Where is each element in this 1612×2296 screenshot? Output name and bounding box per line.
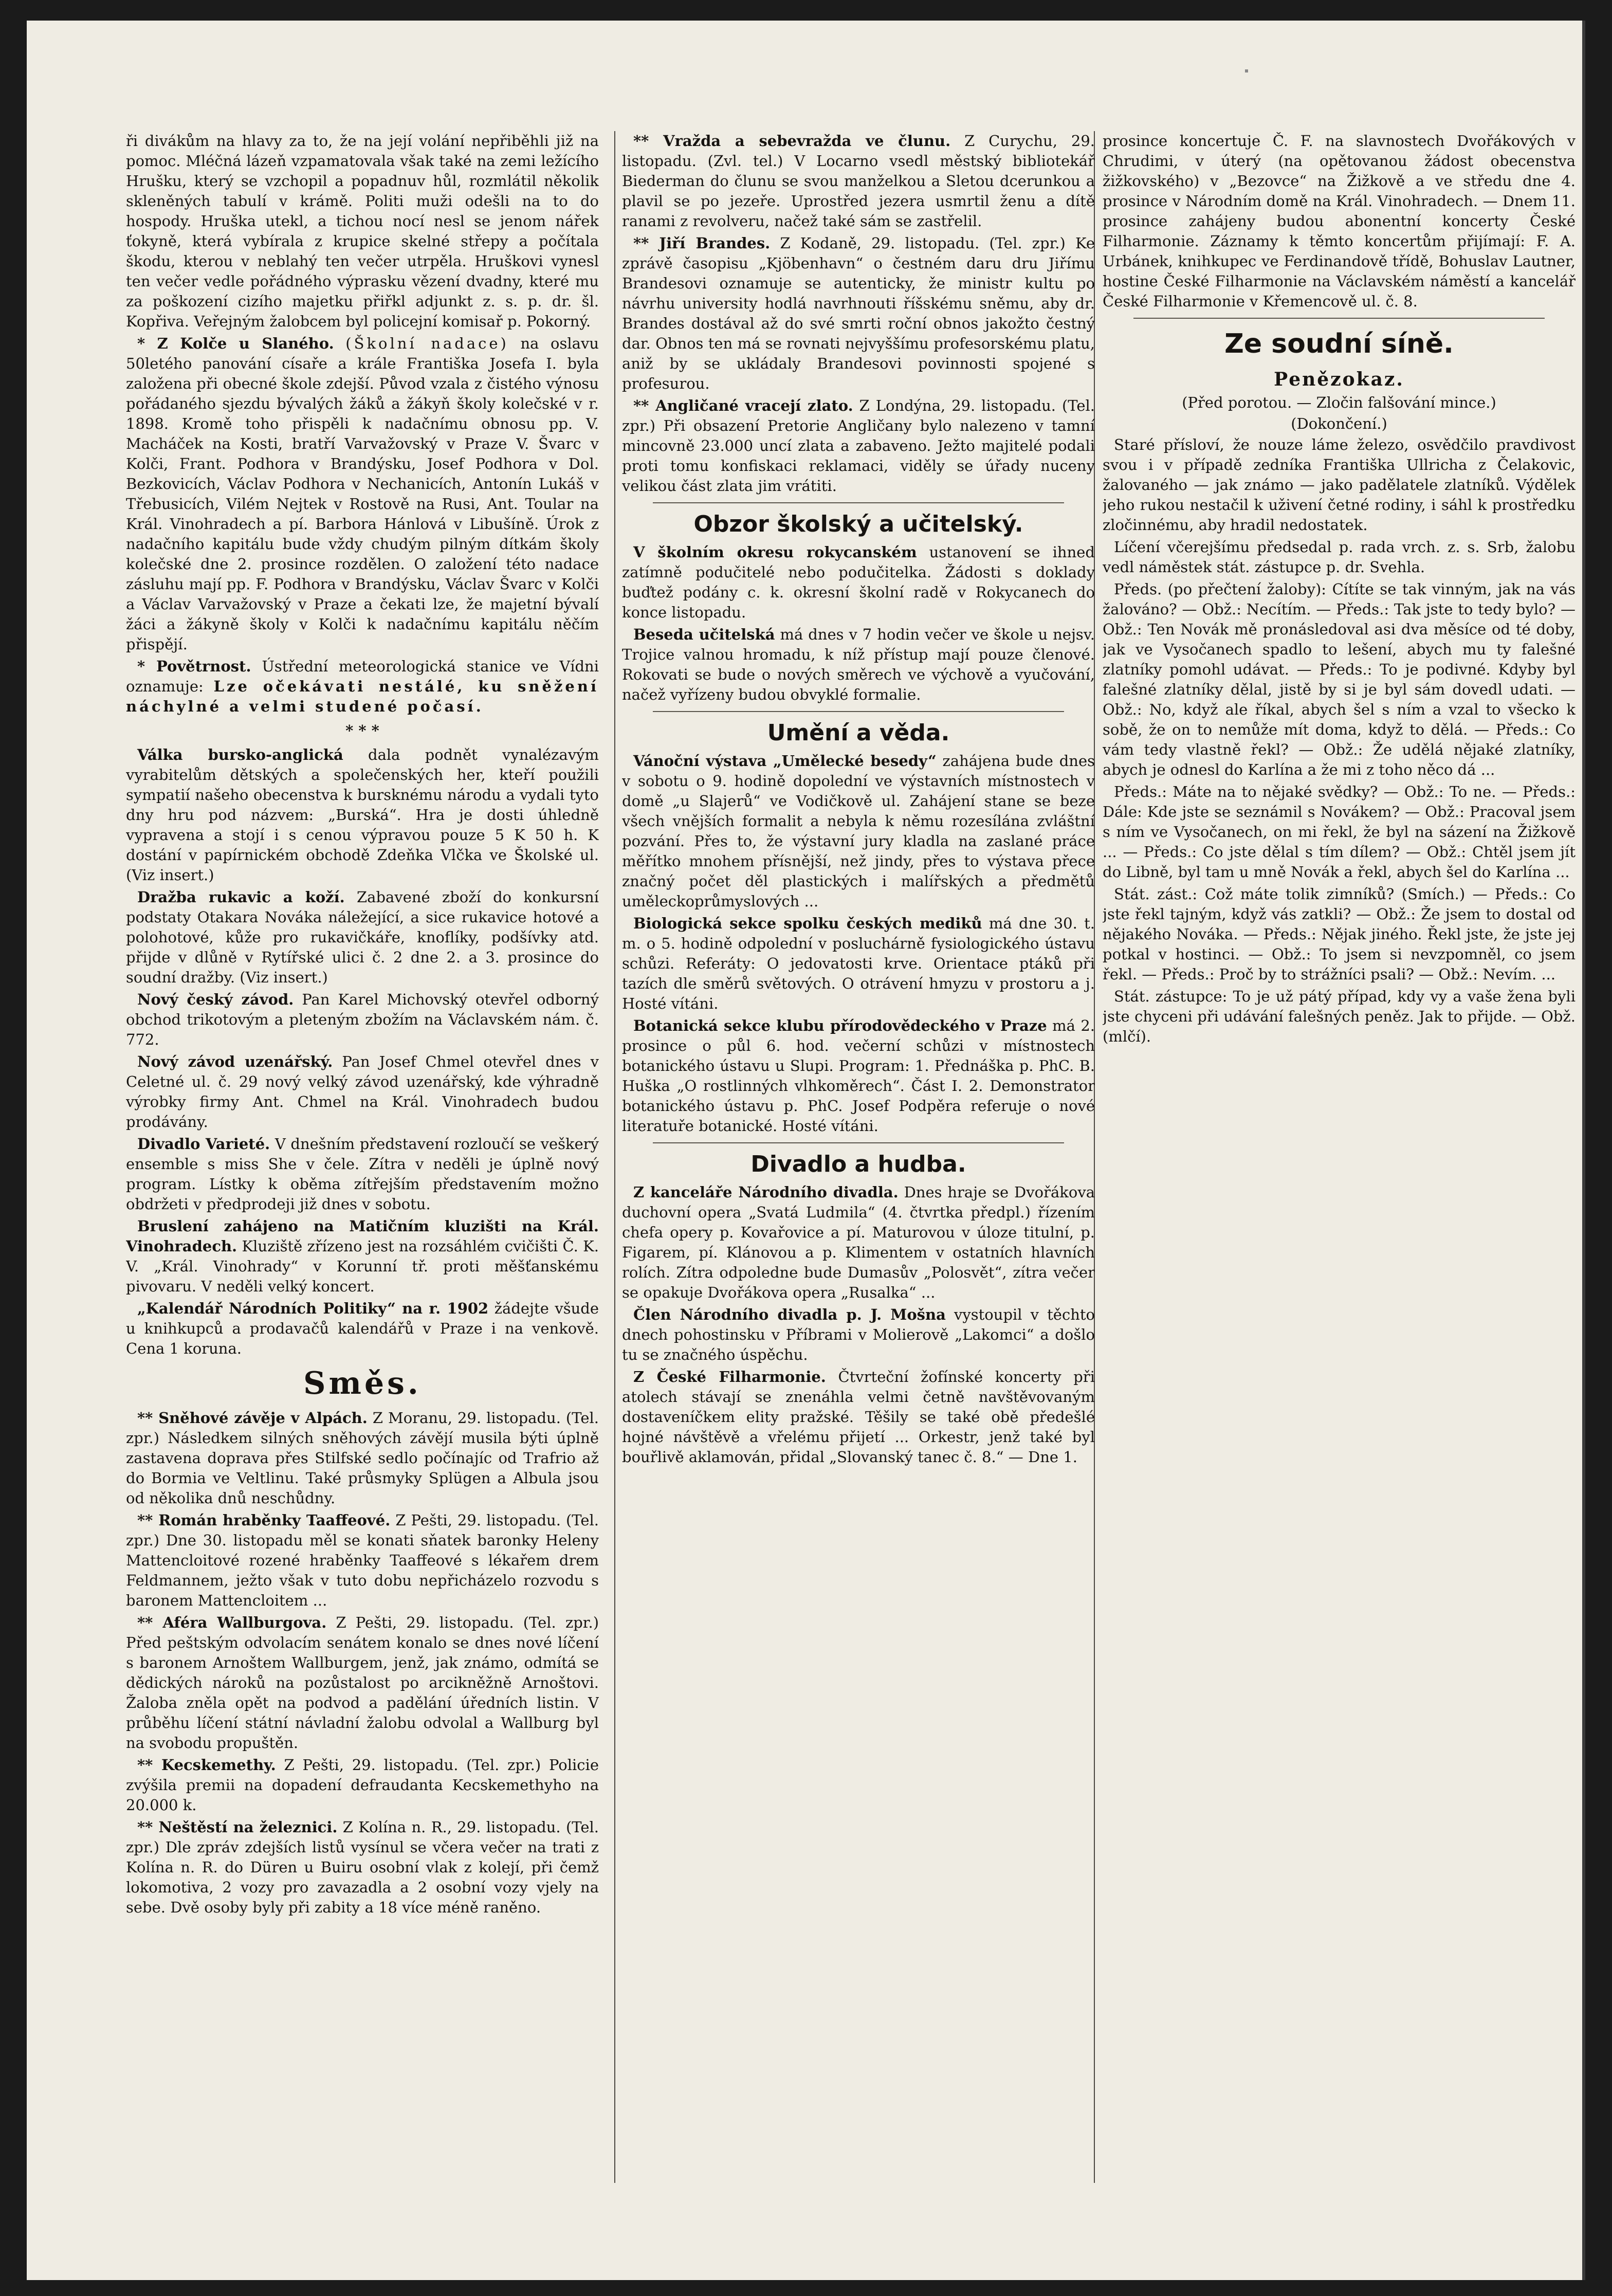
- article-body: Z Curychu, 29. listopadu. (Zvl. tel.) V Locarno vsedl městský bibliotekář Biederman do člunu se svou manželkou a Sletou dcerunkou a plavil se po jezeře. Uprostřed jezera usmrtil ženu a dítě ranami z revolveru, načež také sám se zastřelil.: [622, 132, 1095, 230]
- article-rokycany: [622, 542, 1095, 623]
- section-title-smes: Směs.: [303, 1365, 422, 1401]
- article-body: Dnes hraje se Dvořákova duchovní opera „Svatá Ludmila“ (4. čtvrtka předpl.) řízením chefa opery p. Kovařovice a pí. Maturovou v úloze titulní, p. Figarem, pí. Klánovou a p. Klimentem v ostatních hlavních rolích. Zítra odpoledne bude Dumasův „Polosvět“, zítra večer se opakuje Dvořákova opera „Rusalka“ ...: [622, 1183, 1095, 1301]
- article-body: Z Kodaně, 29. listopadu. (Tel. zpr.) Ke zprávě časopisu „Kjöbenhavn“ o čestném daru dru Jiřímu Brandesovi oznamuje se autenticky, že ministr kultu po návrhu university hodlá navrhnouti říšskému sněmu, aby dr. Brandes dostával až do své smrti roční obnos jakožto čestný dar. Obnos ten má se rovnati nejvyššímu profesorskému platu, aniž by se ukládaly Brandesovi povinnosti spojené s profesurou.: [622, 234, 1095, 392]
- spaced-text: (Školní nadace): [345, 335, 509, 352]
- trial-paragraph: Stát. zást.: Což máte tolik zimníků? (Smích.) — Předs.: Co jste řekl tajným, když vás zatkli? — Obž.: Že jsem to dostal od nějakého Nováka. — Předs.: Nějak jiného. Řekl jste, že jste jej potkal v hostinci. — Obž.: To jsem si nevzpomněl, co jsem řekl. — Předs.: Proč by to strážníci psali? — Obž.: Nevím. ...: [1103, 885, 1576, 983]
- article-heading: ** Román hraběnky Taaffeové.: [137, 1511, 391, 1529]
- column-1: [126, 131, 599, 2198]
- article-body: má 2. prosince o půl 6. hod. večerní schůzi v místnostech botanického ústavu u Slupi. Program: 1. Přednáška p. PhC. B. Huška „O rostlinných vlhkoměrech“. Část I. 2. Demonstrator botanického ústavu p. PhC. Josef Podpěra referuje o nové literatuře botanické. Hosté vítáni.: [622, 1017, 1095, 1135]
- article-body: má dnes v 7 hodin večer ve škole u nejsv. Trojice valnou hromadu, k níž přístup mají pouze členové. Rokovati se bude o nových směrech ve výchově a vyučování, načež vyřízeny budou obvyklé formalie.: [622, 626, 1095, 703]
- column-3: [1103, 131, 1576, 2198]
- article-heading: ** Aféra Wallburgova.: [137, 1614, 327, 1631]
- article-gold: [622, 396, 1095, 496]
- section-divider: [1133, 318, 1545, 319]
- column-2: [622, 131, 1095, 2198]
- article-body: na oslavu 50letého panování císaře a krále Františka Josefa I. byla založena při obecné škole zdejší. Původ vzala z čistého výnosu pořádaného sjezdu bývalých žáků a žákyň školy kolečské v r. 1898. Kromě toho přispěli k nadačnímu obnosu pp. V. Macháček na Kosti, bratří Varvažovský v Praze V. Švarc v Kolči, Frant. Podhora v Brandýsku, Josef Podhora v Dol. Bezkovicích, Václav Podhora v Nechanicích, Antonín Lukáš v Třebusicích, Vilém Nejtek v Rostově na Rusi, Ant. Toular na Král. Vinohradech a pí. Barbora Hánlová v Libušíně. Úrok z nadačního kapitálu bude vždy chudým pilným dítkám školy kolečské dne 2. prosince rozdělen. O založení této nadace zásluhu mají pp. F. Podhora v Brandýsku, Václav Švarc v Kolči a Václav Varvažovský v Praze a čekati lze, že majetní bývalí žáci a žákyně školy v Kolči k nadačnímu kapitálu něčím přispějí.: [126, 335, 599, 653]
- section-title-obzor: Obzor školský a učitelský.: [693, 511, 1023, 537]
- section-divider: [653, 1142, 1064, 1143]
- article-heading: * Povětrnost.: [137, 658, 251, 675]
- trial-paragraph: Líčení včerejšímu předsedal p. rada vrch. z. s. Srb, žalobu vedl náměstek stát. zástupce p. dr. Svehla.: [1103, 538, 1576, 576]
- article-kolec: [126, 334, 599, 654]
- article-concerts: prosince koncertuje Č. F. na slavnostech Dvořákových v Chrudimi, v úterý (na opětovanou žádost obecenstva žižkovského) v „Bezovce“ na Žižkově a ve středu dne 4. prosince v Národním domě na Král. Vinohradech. — Dnem 11. prosince zahájeny budou abonentní koncerty České Filharmonie. Záznamy k těmto koncertům přijímají: F. A. Urbánek, knihkupec ve Ferdinandově třídě, Bohuslav Lautner, hostine České Filharmonie na Václavském náměstí a kancelář České Filharmonie v Křemencově ul. č. 8.: [1103, 132, 1576, 310]
- spaced-text: Lze očekávati nestálé, ku sněžení náchylné a velmi studené počasí.: [126, 678, 599, 715]
- article-body: žádejte všude u knihkupců a prodavačů kalendářů v Praze i na venkově. Cena 1 koruna.: [126, 1300, 599, 1357]
- trial-paragraph: Stát. zástupce: To je už pátý případ, kdy vy a vaše žena byli jste chyceni při udávání falešných peněz. Jak to přijde. — Obž. (mlčí).: [1103, 988, 1576, 1045]
- article-botany: [622, 1016, 1095, 1136]
- article-philharmonic: [622, 1367, 1095, 1467]
- article-heading: Divadlo Varieté.: [137, 1135, 270, 1153]
- article-exhibition: [622, 751, 1095, 912]
- article-heading: Z kanceláře Národního divadla.: [633, 1183, 899, 1201]
- article-national-theatre: [622, 1182, 1095, 1303]
- article-hruska: ři divákům na hlavy za to, že na její volání nepřiběhli již na pomoc. Mléčná lázeň vzpamatovala však také na zemi ležícího Hrušku, který se vzchopil a popadnuv hůl, rozmlátil několik skleněných tabulí v krámě. Politi muži odešli na to do hospody. Hruška utekl, a tichou nocí nesl se jenom nářek ťokyně, která vybírala z krupice skelné střepy a počítala škodu, kterou v neblahý ten večer utrpěla. Hruškovi vynesl ten večer vedle pořádného výprasku vězení dvadny, které mu za poškození cizího majetku přiřkl adjunkt z. s. p. dr. šl. Kopřiva. Veřejným žalobcem byl policejní komisař p. Pokorný.: [126, 132, 599, 330]
- article-body: Z Pešti, 29. listopadu. (Tel. zpr.) Před peštským odvolacím senátem konalo se dnes nové líčení s baronem Arnoštem Wallburgem, jenž, jak známo, odmítá se dědických nároků na pozůstalost po arcikněžně Arnoštovi. Žaloba zněla opět na podvod a padělání úředních listin. V průběhu líčení státní návladní žalobu odvolal a Wallburg byl na svobodu propuštěn.: [126, 1614, 599, 1752]
- article-heading: ** Neštěstí na železnici.: [137, 1818, 338, 1836]
- section-title-divadlo: Divadlo a hudba.: [750, 1151, 966, 1177]
- article-biology: [622, 914, 1095, 1014]
- article-butcher: [126, 1052, 599, 1132]
- article-weather: [126, 657, 599, 717]
- article-body: vystoupil v těchto dnech pohostinsku v Příbrami v Molierově „Lakomci“ a došlo tu se značného úspěchu.: [622, 1306, 1095, 1363]
- article-body: Z Pešti, 29. listopadu. (Tel. zpr.) Policie zvýšila premii na dopadení defraudanta Kecskemethyho na 20.000 k.: [126, 1756, 599, 1814]
- trial-paragraph: Předs.: Máte na to nějaké svědky? — Obž.: To ne. — Předs.: Dále: Kde jste se seznámil s Novákem? — Obž.: Pracoval jsem s ním ve Vysočanech, on mi řekl, že byl na sázení na Žižkově ... — Předs.: Co jste dělal s tím dílem? — Obž.: Chtěl jsem jít do Libně, byl tam u mně Novák a řekl, abych šel do Karlína ...: [1103, 783, 1576, 881]
- section-divider: [653, 711, 1064, 712]
- article-continuation: (Dokončení.): [1291, 415, 1387, 432]
- article-heading: Vánoční výstava „Umělecké besedy“: [633, 752, 937, 770]
- article-auction: [126, 887, 599, 988]
- article-body: Z Moranu, 29. listopadu. (Tel. zpr.) Následkem silných sněhových závějí musila býti úplně zastavena doprava přes Stilfské sedlo počínajíc od Trafrio až do Bormia ve Veltlinu. Také průsmyky Splügen a Albula jsou od několika dnů neschůdny.: [126, 1409, 599, 1507]
- article-title-penezokaz: Penězokaz.: [1274, 369, 1404, 390]
- article-heading: „Kalendář Národních Politiky“ na r. 1902: [137, 1300, 489, 1317]
- article-body: Zabavené zboží do konkursní podstaty Otakara Nováka náležející, a sice rukavice hotové a polohotové, kůže pro rukavičkáře, knoflíky, podšívky atd. přijde v dlůně v Rytířské ulici č. 2 dne 2. a 3. prosince do soudní dražby. (Viz insert.): [126, 888, 599, 986]
- article-brandes: [622, 233, 1095, 394]
- article-body: Z Londýna, 29. listopadu. (Tel. zpr.) Při obsazení Pretorie Angličany bylo nalezeno v tamní mincovně 23.000 uncí zlata a zabaveno. Ježto majitelé podali proti tomu konfiskaci reklamaci, viděly se úřady nuceny velikou část zlata jim vrátiti.: [622, 397, 1095, 495]
- article-heading: Beseda učitelská: [633, 626, 775, 643]
- article-heading: V školním okresu rokycanském: [633, 543, 917, 561]
- article-heading: Nový závod uzenářský.: [137, 1053, 333, 1070]
- article-heading: Biologická sekce spolku českých mediků: [633, 915, 982, 932]
- article-variete: [126, 1134, 599, 1214]
- trial-paragraph: Staré přísloví, že nouze láme železo, osvědčilo pravdivost svou i v případě zedníka Františka Ullricha z Čelakovic, žalovaného — jak známo — jako padělatele zlatníků. Výdělek jeho rukou nestačil k uživení četné rodiny, i sáhl k prostředku zločinnému, aby hradil nedostatek.: [1103, 436, 1576, 534]
- article-body: Pan Karel Michovský otevřel odborný obchod trikotovým a pleteným zbožím na Václavském nám. č. 772.: [126, 991, 599, 1048]
- article-heading: ** Angličané vracejí zlato.: [633, 397, 853, 414]
- article-heading: Dražba rukavic a koží.: [137, 888, 345, 906]
- article-heading: Botanická sekce klubu přírodovědeckého v Praze: [633, 1017, 1047, 1034]
- article-skating: [126, 1216, 599, 1297]
- article-mosna: [622, 1305, 1095, 1365]
- article-body: Z Pešti, 29. listopadu. (Tel. zpr.) Dne 30. listopadu měl se konati sňatek baronky Heleny Mattencloitové rozené hraběnky Taaffeové s lékařem drem Feldmannem, ježto však v tuto dobu nepřicházelo rozvodu s baronem Mattencloitem ...: [126, 1511, 599, 1609]
- article-heading: ** Kecskemethy.: [137, 1756, 276, 1774]
- section-stars: * * *: [345, 722, 379, 739]
- article-heading: Bruslení zahájeno na Matičním kluzišti na Král. Vinohradech.: [126, 1217, 599, 1255]
- article-lead: (Před porotou. — Zločin falšování mince.): [1182, 394, 1496, 411]
- article-body: Čtvrteční žofínské koncerty při atolech stávají se znenáhla velmi četně navštěvovaným dostaveníčkem elity pražské. Těšily se také obě předešlé hojné návštěvě a vřelému přijetí ... Orkestr, jenž také byl bouřlivě aklamován, přidal „Slovanský tanec č. 8.“ — Dne 1.: [622, 1368, 1095, 1466]
- section-title-soud: Ze soudní síně.: [1224, 329, 1454, 359]
- section-title-umeni: Umění a věda.: [767, 720, 950, 746]
- article-body: Kluziště zřízeno jest na rozsáhlém cvičišti Č. K. V. „Král. Vinohrady“ v Korunní tř. proti měšťanskému pivovaru. V neděli velký koncert.: [126, 1237, 599, 1295]
- article-kecskemethy: [126, 1755, 599, 1815]
- article-beseda: [622, 625, 1095, 705]
- article-body: má dne 30. t. m. o 5. hodině odpolední v posluchárně fysiologického ústavu schůzi. Referáty: O jedovatosti krve. Orientace ptáků při tazích dle směrů světových. O otrávení hmyzu v prostoru a j. Hosté vítáni.: [622, 915, 1095, 1012]
- article-murder: [622, 131, 1095, 231]
- article-body: Ústřední meteorologická stanice ve Vídni oznamuje:: [126, 658, 599, 695]
- article-heading: Člen Národního divadla p. J. Mošna: [633, 1306, 946, 1323]
- article-heading: ** Sněhové závěje v Alpách.: [137, 1409, 368, 1427]
- article-railway: [126, 1817, 599, 1918]
- article-calendar: [126, 1299, 599, 1359]
- scan-mark: [1245, 69, 1248, 72]
- article-body: Z Kolína n. R., 29. listopadu. (Tel. zpr.) Dle zpráv zdejších listů vysínul se včera večer na trati z Kolína n. R. do Düren u Buiru osobní vlak z kolejí, při čemž lokomotiva, 2 vozy pro zavazadla a 2 osobní vozy vjely na sebe. Dvě osoby byly při zabity a 18 více méně raněno.: [126, 1818, 599, 1916]
- article-heading: ** Jiří Brandes.: [633, 234, 771, 252]
- article-body: zahájena bude dnes v sobotu o 9. hodině dopolední ve výstavních místnostech v domě „u Slajerů“ ve Vodičkově ul. Zahájení stane se beze všech vnějších formalit a nebyla k němu rozesílána zvláštní pozvání. Přes to, že výstavní jury kladla na zaslané práce měřítko mnohem přísnější, než jindy, přes to výstava přece značný počet děl plastických i malířských a předmětů uměleckoprůmyslových ...: [622, 752, 1095, 910]
- column-rule: [614, 131, 615, 2183]
- article-heading: Z České Filharmonie.: [633, 1368, 826, 1386]
- article-wallburg: [126, 1613, 599, 1753]
- article-taaffe: [126, 1510, 599, 1611]
- article-game: [126, 745, 599, 885]
- article-heading: ** Vražda a sebevražda ve člunu.: [633, 132, 951, 150]
- article-snow: [126, 1408, 599, 1508]
- article-heading: Válka bursko-anglická: [137, 746, 343, 763]
- article-heading: Nový český závod.: [137, 991, 294, 1008]
- article-body: Pan Josef Chmel otevřel dnes v Celetné ul. č. 29 nový velký závod uzenářský, kde výhradně výrobky firmy Ant. Chmel na Král. Vinohradech budou prodávány.: [126, 1053, 599, 1131]
- article-body: ustanovení se ihned zatímně podučitelé nebo podučitelka. Žádosti s doklady buďtež podány c. k. okresní školní radě v Rokycanech do konce listopadu.: [622, 543, 1095, 621]
- section-divider: [653, 502, 1064, 503]
- article-body: dala podnět vynalézavým vyrabitelům dětských a společenských her, kteří použili sympatií našeho obecenstva k bursknému národu a vydali tyto dny hru pod názvem: „Burská“. Hra je dosti úhledně vypravena a stojí i s cenou výpravou pouze 5 K 50 h. K dostání v papírnickém obchodě Zdeňka Vlčka ve Školské ul. (Viz insert.): [126, 746, 599, 884]
- article-body: V dnešním představení rozloučí se veškerý ensemble s miss She v čele. Zítra v neděli je úplně nový program. Lístky k oběma zítřejším představením možno obdržeti v předprodeji již dnes v sobotu.: [126, 1135, 599, 1213]
- article-shop: [126, 990, 599, 1050]
- article-heading: * Z Kolče u Slaného.: [137, 335, 334, 352]
- trial-paragraph: Předs. (po přečtení žaloby): Cítíte se tak vinným, jak na vás žalováno? — Obž.: Necítím. — Předs.: Tak jste to tedy bylo? — Obž.: Ten Novák mě pronásledoval asi dva měsíce od té doby, jak ve Vysočanech spadlo to lešení, abych mu ty falešné zlatníky pomohl udávat. — Předs.: To je podivné. Kdyby byl falešné zlatníky dělal, jistě by si je byl sám dovedl udati. — Obž.: No, když ale říkal, abych šel s ním a vzal to všecko k sobě, že on to nemůže mít doma, když to dělá. — Předs.: Co vám tedy vlastně řekl? — Obž.: Že udělá nějaké zlatníky, abych je odnesl do Karlína a že mi z toho něco dá ...: [1103, 580, 1576, 778]
